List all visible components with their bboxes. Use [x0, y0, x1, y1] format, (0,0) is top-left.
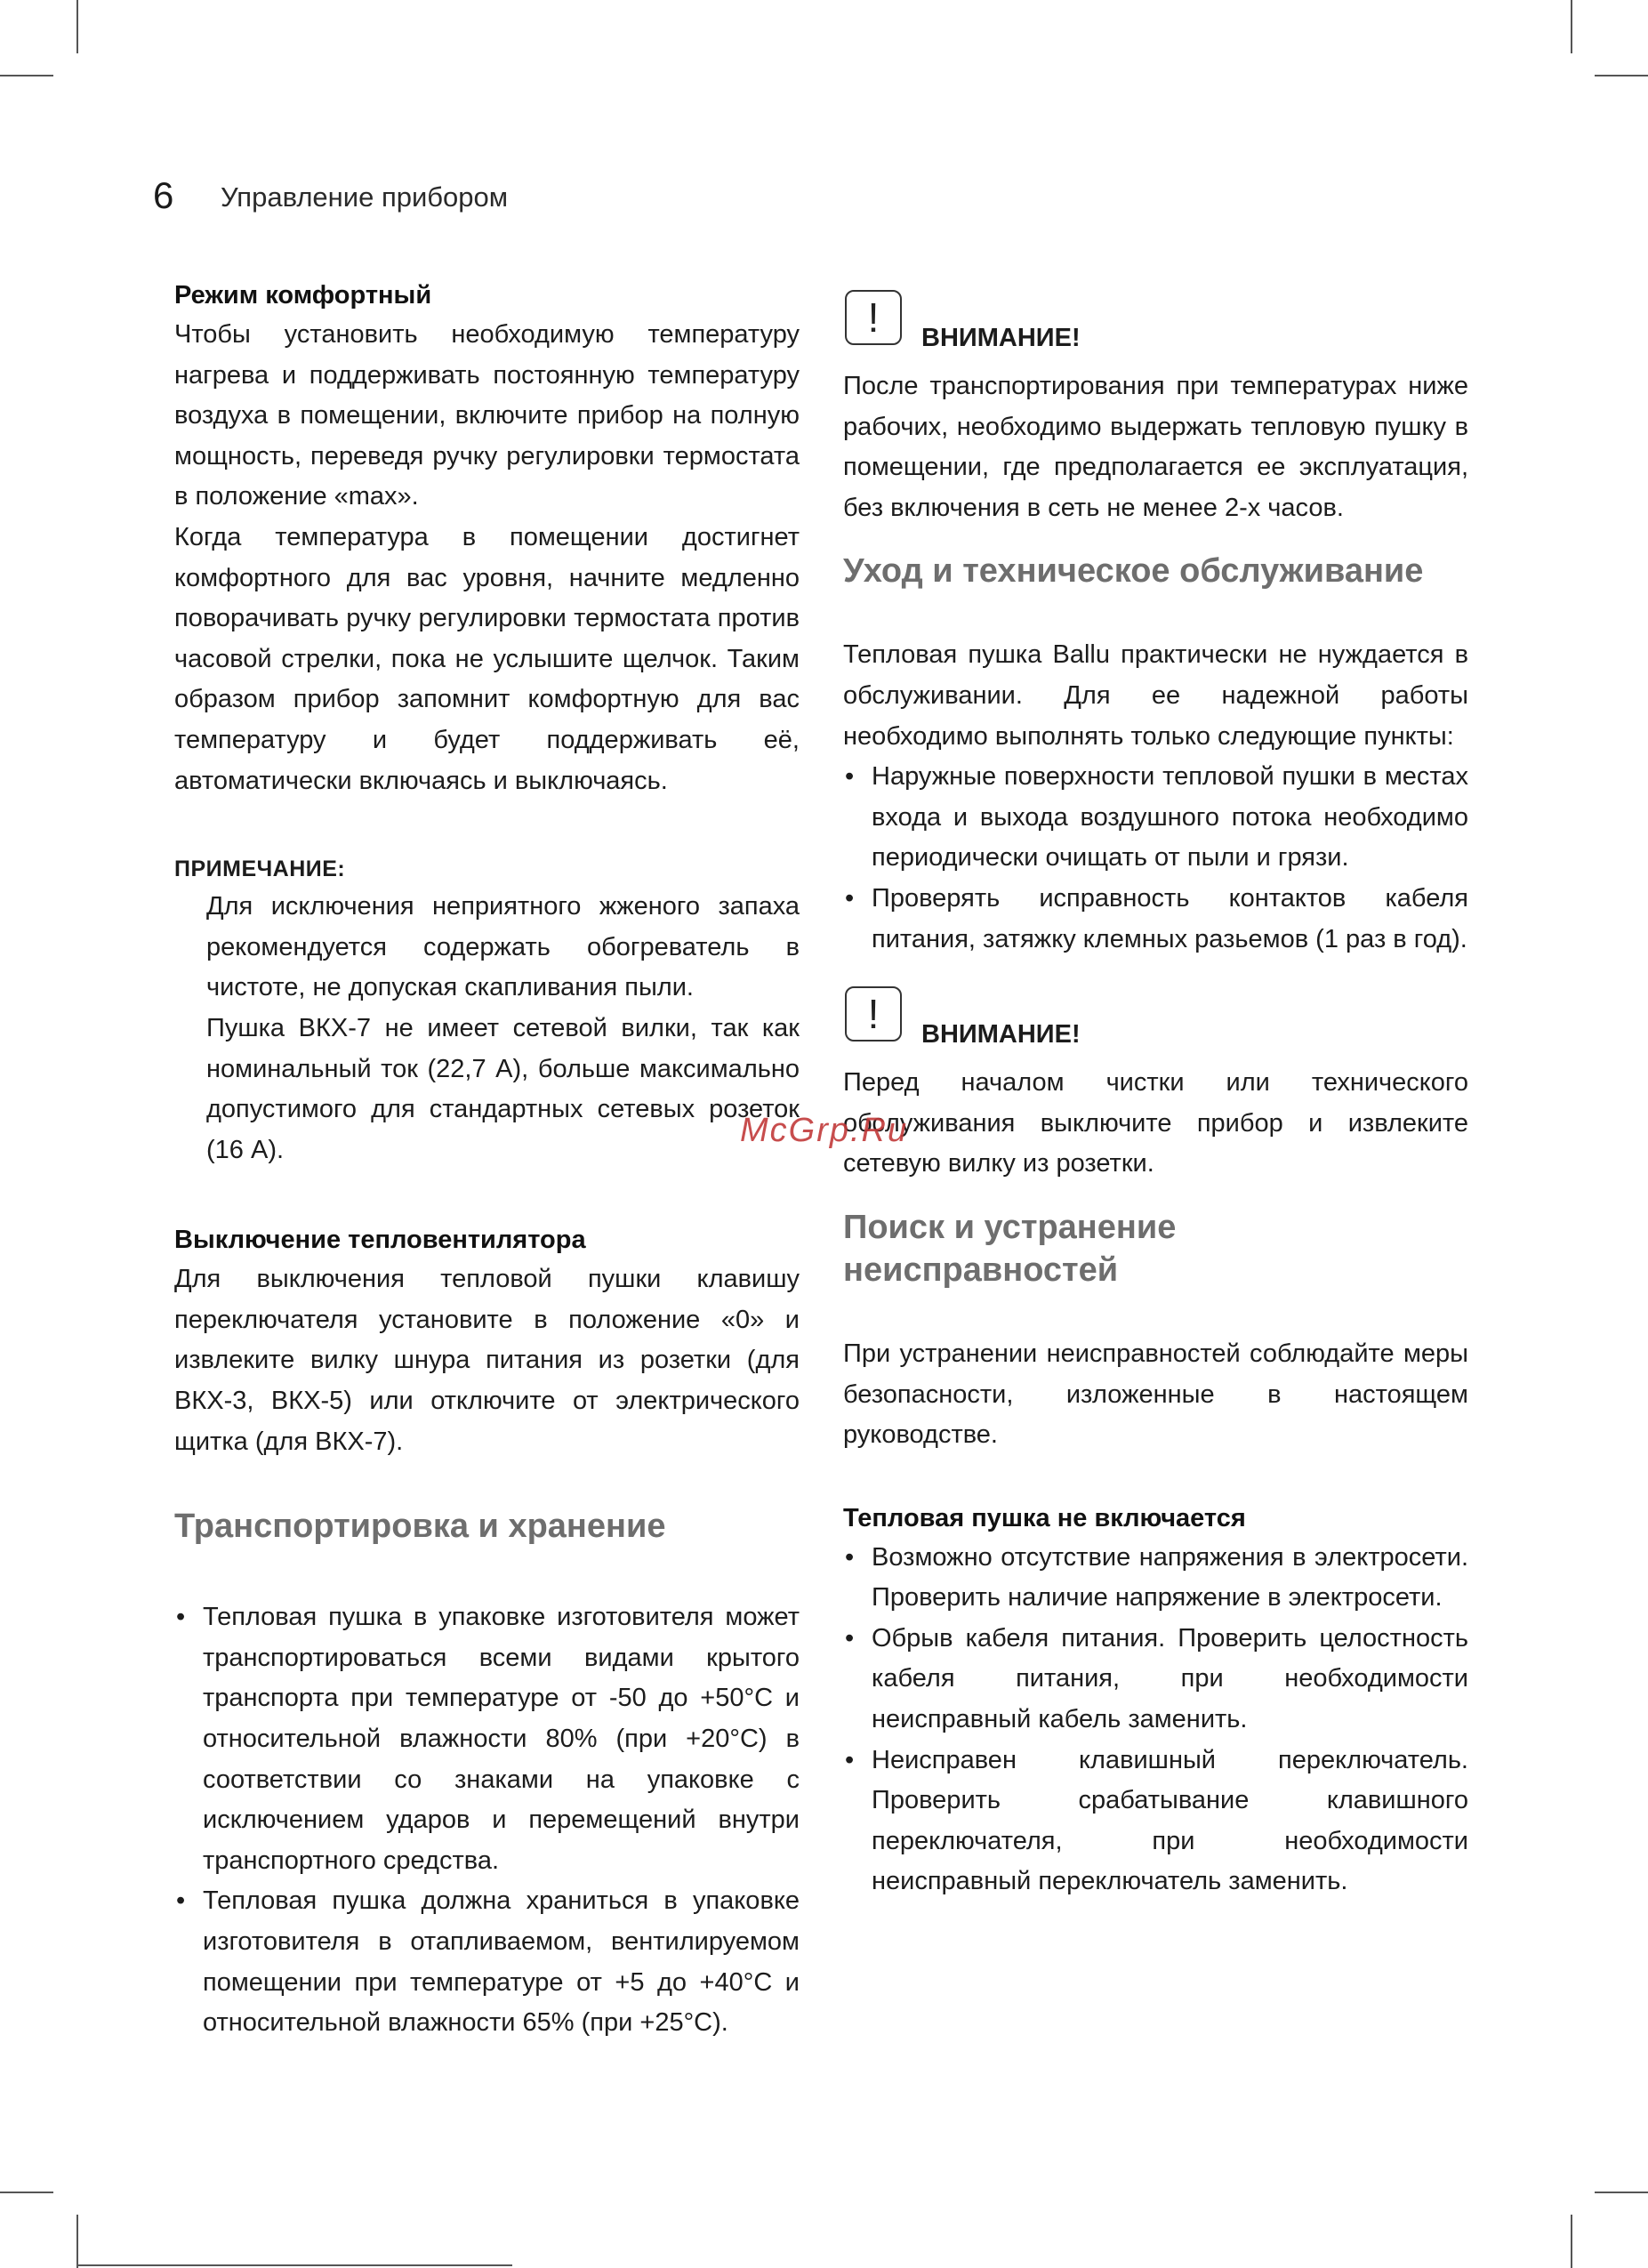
crop-mark-top-left-v	[76, 0, 78, 53]
troubleshooting-heading-line-1: Поиск и устранение	[843, 1208, 1177, 1246]
crop-mark-top-right-v	[1571, 0, 1572, 53]
warning-text-1: После транспортирования при температурах ниже рабочих, необходимо выдержать тепловую пушку в помещении, где предполагается ее эксплуатация, без включения в сеть не менее 2-х часов.	[843, 372, 1468, 522]
bullet-icon: •	[845, 1542, 855, 1572]
list-item: • Наружные поверхности тепловой пушки в местах входа и выхода воздушного потока необходимо периодически очищать от пыли и грязи.	[843, 757, 1468, 879]
bullet-icon: •	[845, 1623, 855, 1653]
list-item: • Тепловая пушка в упаковке изготовителя может транспортироваться всеми видами крытого транспорта при температуре от -50 до +50°С и относительной влажности 80% (при +20°С) в соответствии со знаками на упаковке с исключением ударов и перемещений внутри транспортного средства.	[174, 1597, 800, 1881]
warning-icon: !	[845, 986, 902, 1042]
warning-icon: !	[845, 290, 902, 345]
crop-mark-top-right-h	[1595, 75, 1648, 76]
transport-list	[174, 1597, 800, 2044]
comfort-mode-title: Режим комфортный	[174, 281, 432, 310]
switch-off-title: Выключение тепловентилятора	[174, 1226, 586, 1255]
list-item: • Обрыв кабеля питания. Проверить целостность кабеля питания, при необходимости неисправный кабель заменить.	[843, 1619, 1468, 1741]
bullet-icon: •	[845, 762, 855, 792]
comfort-mode-paragraph-2: Когда температура в помещении достигнет комфортного для вас уровня, начните медленно поворачивать ручку регулировки термостата против часовой стрелки, пока не услышите щелчок. Таким образом прибор запомнит комфортную для вас температуру и будет поддерживать её, автоматически включаясь и выключаясь.	[174, 522, 800, 795]
switch-off-paragraph: Для выключения тепловой пушки клавишу переключателя установите в положение «0» и извлеките вилку шнура питания из розетки (для ВКХ-3, ВКХ-5) или отключите от электрического щитка (для ВКХ-7).	[174, 1265, 800, 1456]
care-heading: Уход и техническое обслуживание	[843, 552, 1424, 591]
warning-text-2: Перед началом чистки или технического обслуживания выключите прибор и извлеките сетевую вилку из розетки.	[843, 1068, 1468, 1178]
bullet-icon: •	[845, 883, 855, 913]
comfort-mode-paragraph-1: Чтобы установить необходимую температуру нагрева и поддерживать постоянную температуру воздуха в помещении, включите прибор на полную мощность, переведя ручку регулировки термостата в положение «max».	[174, 320, 800, 511]
right-column	[843, 285, 1468, 1902]
care-paragraph: Тепловая пушка Ballu практически не нуждается в обслуживании. Для ее надежной работы необходимо выполнять только следующие пункты:	[843, 640, 1468, 751]
warning-title: ВНИМАНИЕ!	[921, 1020, 1081, 1050]
care-list	[843, 757, 1468, 960]
troubleshooting-heading-line-2: неисправностей	[843, 1251, 1119, 1289]
transport-heading: Транспортировка и хранение	[174, 1508, 666, 1546]
crop-mark-top-left-h	[0, 75, 53, 76]
list-item: • Проверять исправность контактов кабеля питания, затяжку клемных разьемов (1 раз в год).	[843, 879, 1468, 960]
troubleshooting-paragraph: При устранении неисправностей соблюдайте меры безопасности, изложенные в настоящем руководстве.	[843, 1339, 1468, 1450]
crop-mark-bottom-left-v	[76, 2215, 78, 2268]
warning-block-1	[843, 285, 1468, 366]
note-label: ПРИМЕЧАНИЕ:	[174, 857, 346, 882]
left-column	[174, 276, 800, 2044]
crop-mark-bottom-right-v	[1571, 2215, 1572, 2268]
bullet-icon: •	[176, 1886, 186, 1916]
no-start-list	[843, 1538, 1468, 1902]
warning-title: ВНИМАНИЕ!	[921, 324, 1081, 352]
no-start-title: Тепловая пушка не включается	[843, 1503, 1246, 1532]
note-paragraph-2: Пушка ВКХ-7 не имеет сетевой вилки, так как номинальный ток (22,7 А), больше максимально допустимого для стандартных сетевых розеток (16 А).	[206, 1013, 800, 1164]
bullet-icon: •	[845, 1745, 855, 1774]
list-item: • Тепловая пушка должна храниться в упаковке изготовителя в отапливаемом, вентилируемом помещении при температуре от +5 до +40°С и относительной влажности 65% (при +25°С).	[174, 1881, 800, 2043]
note-paragraph-1: Для исключения неприятного жженого запаха рекомендуется содержать обогреватель в чистоте, не допуская скапливания пыли.	[206, 892, 800, 1002]
list-item: • Неисправен клавишный переключатель. Проверить срабатывание клавишного переключателя, при необходимости неисправный переключатель заменить.	[843, 1741, 1468, 1902]
bottom-rule	[76, 2264, 512, 2266]
page-number: 6	[153, 174, 174, 216]
watermark: McGrp.Ru	[740, 1112, 909, 1149]
bullet-icon: •	[176, 1603, 186, 1632]
warning-block-2	[843, 981, 1468, 1063]
list-item: • Возможно отсутствие напряжения в электросети. Проверить наличие напряжение в электросети.	[843, 1538, 1468, 1619]
running-title: Управление прибором	[221, 181, 509, 213]
crop-mark-bottom-left-h	[0, 2192, 53, 2193]
crop-mark-bottom-right-h	[1595, 2192, 1648, 2193]
